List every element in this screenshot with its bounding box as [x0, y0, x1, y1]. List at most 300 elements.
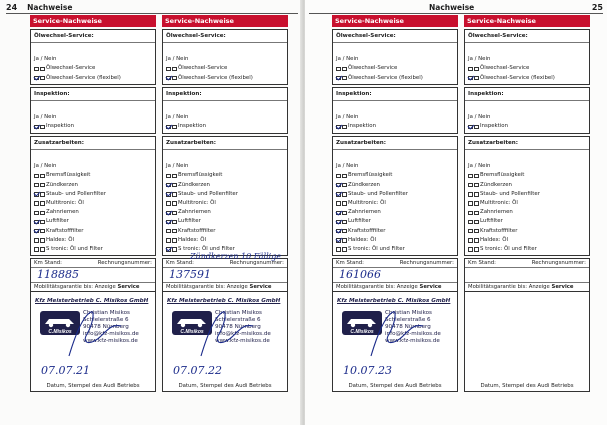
oil-flex-row: [166, 74, 284, 83]
additional-work-label: Staub- und Pollenfilter: [480, 190, 540, 197]
no-checkbox[interactable]: [40, 125, 45, 130]
no-checkbox[interactable]: [40, 211, 45, 216]
service-date: 10.07.23: [343, 364, 392, 377]
stamp-line: 90478 Nürnberg: [385, 324, 431, 330]
additional-work-label: S tronic: Öl und Filter: [46, 246, 103, 253]
yes-no-label: Ja / Nein: [166, 114, 189, 121]
service-header: Service-Nachweise: [30, 15, 156, 27]
header-rule: [309, 13, 603, 14]
yes-checkbox[interactable]: [336, 192, 341, 197]
yes-checkbox[interactable]: [468, 67, 473, 72]
additional-work-label: Kraftstofffilter: [348, 227, 386, 234]
additional-work-item: [166, 227, 284, 236]
additional-work-label: Zahnriemen: [348, 209, 381, 216]
additional-work-label: Kraftstofffilter: [178, 227, 216, 234]
stamp-line: info@kfz-misikos.de: [83, 331, 139, 337]
stamp-line: Christian Misikos: [215, 310, 262, 316]
handwritten-note: Zündkerzen 10 Fällige: [190, 252, 282, 261]
mileage-label: Km Stand:: [166, 260, 194, 266]
additional-work-label: Zahnriemen: [480, 209, 513, 216]
stamp-line: Christian Misikos: [83, 310, 130, 316]
no-checkbox[interactable]: [40, 192, 45, 197]
yes-no-label: Ja / Nein: [166, 163, 189, 170]
no-checkbox[interactable]: [474, 247, 479, 252]
oil-option-row: [336, 64, 454, 73]
yes-checkbox[interactable]: [468, 238, 473, 243]
no-checkbox[interactable]: [172, 76, 177, 81]
inspection-section: [332, 87, 458, 134]
yes-checkbox[interactable]: [468, 201, 473, 206]
additional-work-section: [332, 136, 458, 256]
oil-change-section: [464, 29, 590, 85]
no-checkbox[interactable]: [172, 247, 177, 252]
no-checkbox[interactable]: [40, 238, 45, 243]
yes-checkbox[interactable]: [34, 201, 39, 206]
oil-change-title: Ölwechsel-Service:: [333, 32, 457, 43]
yes-checkbox[interactable]: [336, 183, 341, 188]
no-checkbox[interactable]: [474, 76, 479, 81]
no-checkbox[interactable]: [474, 201, 479, 206]
additional-work-label: Zahnriemen: [178, 209, 211, 216]
additional-work-label: S tronic: Öl und Filter: [348, 246, 405, 253]
additional-work-list: [336, 171, 454, 254]
yes-checkbox[interactable]: [34, 247, 39, 252]
no-checkbox[interactable]: [474, 238, 479, 243]
stamp-line: Schielerstraße 6: [83, 317, 129, 323]
additional-work-item: [336, 181, 454, 190]
yes-checkbox[interactable]: [166, 76, 171, 81]
mileage-box: [30, 258, 156, 292]
no-checkbox[interactable]: [40, 183, 45, 188]
page-number: 24: [6, 2, 18, 12]
oil-option-label: Ölwechsel-Service: [348, 65, 398, 72]
additional-work-label: Luftfilter: [348, 218, 371, 225]
no-checkbox[interactable]: [474, 220, 479, 225]
no-checkbox[interactable]: [40, 220, 45, 225]
additional-work-title: Zusatzarbeiten:: [465, 139, 589, 150]
oil-option-row: [166, 64, 284, 73]
additional-work-label: Multitronic: Öl: [46, 200, 84, 207]
additional-work-item: [34, 190, 152, 199]
additional-work-item: [166, 199, 284, 208]
no-checkbox[interactable]: [172, 183, 177, 188]
no-checkbox[interactable]: [172, 192, 177, 197]
yes-checkbox[interactable]: [336, 125, 341, 130]
additional-work-label: Haldex: Öl: [480, 236, 508, 243]
additional-work-item: [468, 245, 586, 254]
additional-work-label: S tronic: Öl und Filter: [178, 246, 235, 253]
additional-work-item: [336, 227, 454, 236]
mileage-box: [332, 258, 458, 292]
yes-checkbox[interactable]: [336, 247, 341, 252]
yes-checkbox[interactable]: [166, 192, 171, 197]
service-header: Service-Nachweise: [332, 15, 458, 27]
page-title: Nachweise: [429, 2, 475, 12]
yes-checkbox[interactable]: [34, 67, 39, 72]
no-checkbox[interactable]: [474, 183, 479, 188]
no-checkbox[interactable]: [342, 174, 347, 179]
dealer-stamp: [167, 298, 285, 344]
additional-work-item: [468, 227, 586, 236]
service-record: [162, 15, 288, 392]
yes-checkbox[interactable]: [336, 67, 341, 72]
oil-option-label: Ölwechsel-Service: [480, 65, 530, 72]
no-checkbox[interactable]: [172, 211, 177, 216]
yes-checkbox[interactable]: [336, 220, 341, 225]
page-number: 25: [591, 2, 603, 12]
no-checkbox[interactable]: [474, 211, 479, 216]
yes-no-label: Ja / Nein: [34, 163, 57, 170]
stamp-area: [464, 292, 590, 392]
no-checkbox[interactable]: [40, 247, 45, 252]
yes-checkbox[interactable]: [468, 76, 473, 81]
no-checkbox[interactable]: [474, 174, 479, 179]
mileage-box: [162, 258, 288, 292]
dealer-stamp: [35, 298, 153, 344]
additional-work-item: [468, 208, 586, 217]
no-checkbox[interactable]: [342, 220, 347, 225]
no-checkbox[interactable]: [40, 201, 45, 206]
yes-checkbox[interactable]: [34, 211, 39, 216]
service-date: 07.07.22: [173, 364, 222, 377]
oil-flex-label: Ölwechsel-Service (flexibel): [178, 74, 253, 81]
yes-checkbox[interactable]: [468, 192, 473, 197]
additional-work-item: [336, 171, 454, 180]
date-stamp-label: Datum, Stempel des Audi Betriebs: [46, 383, 140, 389]
yes-no-label: Ja / Nein: [468, 114, 491, 121]
additional-work-item: [34, 199, 152, 208]
additional-work-label: Zündkerzen: [348, 181, 380, 188]
invoice-label: Rechnungsnummer:: [97, 260, 152, 266]
mileage-value: 137591: [169, 268, 211, 281]
yes-checkbox[interactable]: [166, 238, 171, 243]
inspection-label: Inspektion: [480, 123, 509, 130]
additional-work-section: [464, 136, 590, 256]
yes-no-label: Ja / Nein: [336, 163, 359, 170]
additional-work-label: S tronic: Öl und Filter: [480, 246, 537, 253]
additional-work-item: [166, 208, 284, 217]
oil-change-title: Ölwechsel-Service:: [163, 32, 287, 43]
yes-checkbox[interactable]: [336, 211, 341, 216]
yes-checkbox[interactable]: [166, 125, 171, 130]
inspection-row: [166, 122, 284, 131]
yes-checkbox[interactable]: [468, 183, 473, 188]
inspection-row: [34, 122, 152, 131]
inspection-title: Inspektion:: [333, 90, 457, 101]
stamp-area: [30, 292, 156, 392]
oil-option-row: [34, 64, 152, 73]
additional-work-label: Kraftstofffilter: [46, 227, 84, 234]
yes-no-label: Ja / Nein: [336, 56, 359, 63]
right-page-header: [309, 0, 603, 14]
inspection-label: Inspektion: [178, 123, 207, 130]
stamp-line: Christian Misikos: [385, 310, 432, 316]
oil-change-section: [332, 29, 458, 85]
yes-no-label: Ja / Nein: [336, 114, 359, 121]
mileage-label: Km Stand:: [468, 260, 496, 266]
additional-work-label: Zündkerzen: [46, 181, 78, 188]
stamp-company-name: Kfz Meisterbetrieb C. Misikos GmbH: [35, 298, 149, 304]
additional-work-label: Zündkerzen: [480, 181, 512, 188]
stamp-line: www.kfz-misikos.de: [83, 338, 138, 344]
service-date: 07.07.21: [41, 364, 90, 377]
mileage-label: Km Stand:: [336, 260, 364, 266]
stamp-area: [332, 292, 458, 392]
additional-work-label: Staub- und Pollenfilter: [46, 190, 106, 197]
oil-flex-label: Ölwechsel-Service (flexibel): [480, 74, 555, 81]
yes-checkbox[interactable]: [166, 201, 171, 206]
oil-option-label: Ölwechsel-Service: [178, 65, 228, 72]
oil-flex-row: [336, 74, 454, 83]
additional-work-label: Zündkerzen: [178, 181, 210, 188]
yes-checkbox[interactable]: [34, 174, 39, 179]
oil-flex-label: Ölwechsel-Service (flexibel): [348, 74, 423, 81]
yes-no-label: Ja / Nein: [468, 163, 491, 170]
no-checkbox[interactable]: [342, 192, 347, 197]
inspection-row: [336, 122, 454, 131]
additional-work-item: [34, 245, 152, 254]
date-stamp-label: Datum, Stempel des Audi Betriebs: [480, 383, 574, 389]
yes-checkbox[interactable]: [34, 125, 39, 130]
additional-work-item: [336, 199, 454, 208]
no-checkbox[interactable]: [342, 183, 347, 188]
additional-work-item: [166, 217, 284, 226]
no-checkbox[interactable]: [474, 229, 479, 234]
yes-no-label: Ja / Nein: [468, 56, 491, 63]
additional-work-item: [468, 181, 586, 190]
no-checkbox[interactable]: [342, 125, 347, 130]
no-checkbox[interactable]: [474, 125, 479, 130]
additional-work-label: Haldex: Öl: [348, 236, 376, 243]
mileage-value: 161066: [339, 268, 381, 281]
stamp-area: [162, 292, 288, 392]
yes-checkbox[interactable]: [166, 183, 171, 188]
yes-no-label: Ja / Nein: [34, 56, 57, 63]
additional-work-item: [468, 217, 586, 226]
additional-work-label: Bremsflüssigkeit: [46, 172, 91, 179]
inspection-title: Inspektion:: [465, 90, 589, 101]
yes-checkbox[interactable]: [468, 247, 473, 252]
no-checkbox[interactable]: [40, 76, 45, 81]
additional-work-label: Multitronic: Öl: [480, 200, 518, 207]
additional-work-item: [34, 217, 152, 226]
yes-checkbox[interactable]: [336, 238, 341, 243]
additional-work-list: [34, 171, 152, 254]
signature: [61, 306, 131, 361]
additional-work-label: Haldex: Öl: [178, 236, 206, 243]
stamp-line: 90478 Nürnberg: [215, 324, 261, 330]
no-checkbox[interactable]: [172, 238, 177, 243]
yes-checkbox[interactable]: [34, 229, 39, 234]
left-page-header: [6, 0, 296, 14]
yes-checkbox[interactable]: [166, 220, 171, 225]
service-header: Service-Nachweise: [162, 15, 288, 27]
inspection-title: Inspektion:: [31, 90, 155, 101]
no-checkbox[interactable]: [172, 201, 177, 206]
yes-checkbox[interactable]: [166, 174, 171, 179]
inspection-section: [30, 87, 156, 134]
yes-checkbox[interactable]: [468, 211, 473, 216]
oil-change-section: [162, 29, 288, 85]
no-checkbox[interactable]: [172, 220, 177, 225]
stamp-line: Schielerstraße 6: [215, 317, 261, 323]
inspection-row: [468, 122, 586, 131]
additional-work-item: [336, 217, 454, 226]
additional-work-item: [166, 190, 284, 199]
yes-checkbox[interactable]: [336, 201, 341, 206]
additional-work-label: Kraftstofffilter: [480, 227, 518, 234]
additional-work-label: Bremsflüssigkeit: [178, 172, 223, 179]
oil-change-title: Ölwechsel-Service:: [465, 32, 589, 43]
oil-option-label: Ölwechsel-Service: [46, 65, 96, 72]
mobility-guarantee: Mobilitätsgarantie bis: Anzeige Service: [465, 282, 589, 291]
date-stamp-label: Datum, Stempel des Audi Betriebs: [178, 383, 272, 389]
yes-checkbox[interactable]: [468, 229, 473, 234]
additional-work-item: [468, 190, 586, 199]
additional-work-item: [34, 208, 152, 217]
additional-work-label: Bremsflüssigkeit: [348, 172, 393, 179]
additional-work-label: Multitronic: Öl: [348, 200, 386, 207]
svg-text:C.Misikos: C.Misikos: [48, 329, 72, 335]
yes-checkbox[interactable]: [166, 229, 171, 234]
additional-work-title: Zusatzarbeiten:: [333, 139, 457, 150]
yes-checkbox[interactable]: [34, 220, 39, 225]
yes-checkbox[interactable]: [34, 76, 39, 81]
oil-option-row: [468, 64, 586, 73]
additional-work-label: Zahnriemen: [46, 209, 79, 216]
signature: [363, 306, 433, 361]
additional-work-item: [468, 236, 586, 245]
additional-work-section: [162, 136, 288, 256]
yes-checkbox[interactable]: [468, 220, 473, 225]
mileage-box: [464, 258, 590, 292]
yes-checkbox[interactable]: [166, 67, 171, 72]
dealer-stamp: [337, 298, 455, 344]
no-checkbox[interactable]: [342, 238, 347, 243]
signature: [193, 306, 263, 361]
invoice-label: Rechnungsnummer:: [229, 260, 284, 266]
yes-checkbox[interactable]: [468, 125, 473, 130]
mobility-guarantee: Mobilitätsgarantie bis: Anzeige Service: [31, 282, 155, 291]
no-checkbox[interactable]: [342, 201, 347, 206]
service-header: Service-Nachweise: [464, 15, 590, 27]
additional-work-title: Zusatzarbeiten:: [163, 139, 287, 150]
mileage-label: Km Stand:: [34, 260, 62, 266]
inspection-section: [162, 87, 288, 134]
additional-work-item: [166, 171, 284, 180]
additional-work-list: [468, 171, 586, 254]
yes-no-label: Ja / Nein: [166, 56, 189, 63]
no-checkbox[interactable]: [342, 76, 347, 81]
no-checkbox[interactable]: [342, 247, 347, 252]
header-rule: [6, 13, 298, 14]
no-checkbox[interactable]: [40, 67, 45, 72]
no-checkbox[interactable]: [342, 67, 347, 72]
yes-checkbox[interactable]: [34, 192, 39, 197]
additional-work-item: [336, 245, 454, 254]
invoice-label: Rechnungsnummer:: [531, 260, 586, 266]
additional-work-item: [336, 208, 454, 217]
additional-work-title: Zusatzarbeiten:: [31, 139, 155, 150]
yes-checkbox[interactable]: [336, 229, 341, 234]
service-record: [30, 15, 156, 392]
additional-work-label: Multitronic: Öl: [178, 200, 216, 207]
no-checkbox[interactable]: [474, 192, 479, 197]
inspection-label: Inspektion: [46, 123, 75, 130]
mobility-guarantee: Mobilitätsgarantie bis: Anzeige Service: [333, 282, 457, 291]
no-checkbox[interactable]: [474, 67, 479, 72]
no-checkbox[interactable]: [342, 211, 347, 216]
invoice-label: Rechnungsnummer:: [399, 260, 454, 266]
oil-flex-label: Ölwechsel-Service (flexibel): [46, 74, 121, 81]
stamp-line: info@kfz-misikos.de: [385, 331, 441, 337]
additional-work-label: Staub- und Pollenfilter: [348, 190, 408, 197]
yes-checkbox[interactable]: [34, 183, 39, 188]
inspection-title: Inspektion:: [163, 90, 287, 101]
yes-checkbox[interactable]: [166, 247, 171, 252]
no-checkbox[interactable]: [172, 174, 177, 179]
yes-checkbox[interactable]: [336, 76, 341, 81]
stamp-line: 90478 Nürnberg: [83, 324, 129, 330]
yes-no-label: Ja / Nein: [34, 114, 57, 121]
oil-change-title: Ölwechsel-Service:: [31, 32, 155, 43]
stamp-line: www.kfz-misikos.de: [385, 338, 440, 344]
additional-work-item: [336, 236, 454, 245]
stamp-company-name: Kfz Meisterbetrieb C. Misikos GmbH: [337, 298, 451, 304]
stamp-line: info@kfz-misikos.de: [215, 331, 271, 337]
mobility-guarantee: Mobilitätsgarantie bis: Anzeige Service: [163, 282, 287, 291]
additional-work-item: [336, 190, 454, 199]
yes-checkbox[interactable]: [336, 174, 341, 179]
no-checkbox[interactable]: [172, 67, 177, 72]
additional-work-item: [166, 236, 284, 245]
additional-work-item: [34, 171, 152, 180]
mileage-value: 118885: [37, 268, 79, 281]
additional-work-list: [166, 171, 284, 254]
svg-text:C.Misikos: C.Misikos: [350, 329, 374, 335]
additional-work-label: Haldex: Öl: [46, 236, 74, 243]
additional-work-label: Bremsflüssigkeit: [480, 172, 525, 179]
additional-work-label: Staub- und Pollenfilter: [178, 190, 238, 197]
additional-work-item: [468, 199, 586, 208]
inspection-section: [464, 87, 590, 134]
yes-checkbox[interactable]: [34, 238, 39, 243]
date-stamp-label: Datum, Stempel des Audi Betriebs: [348, 383, 442, 389]
additional-work-label: Luftfilter: [46, 218, 69, 225]
yes-checkbox[interactable]: [166, 211, 171, 216]
inspection-label: Inspektion: [348, 123, 377, 130]
additional-work-section: [30, 136, 156, 256]
oil-flex-row: [468, 74, 586, 83]
no-checkbox[interactable]: [172, 229, 177, 234]
no-checkbox[interactable]: [40, 229, 45, 234]
additional-work-item: [34, 181, 152, 190]
additional-work-item: [468, 171, 586, 180]
additional-work-label: Luftfilter: [480, 218, 503, 225]
oil-flex-row: [34, 74, 152, 83]
svg-text:C.Misikos: C.Misikos: [180, 329, 204, 335]
stamp-line: www.kfz-misikos.de: [215, 338, 270, 344]
no-checkbox[interactable]: [40, 174, 45, 179]
service-record: [464, 15, 590, 392]
yes-checkbox[interactable]: [468, 174, 473, 179]
additional-work-item: [166, 181, 284, 190]
additional-work-item: [34, 227, 152, 236]
oil-change-section: [30, 29, 156, 85]
stamp-company-name: Kfz Meisterbetrieb C. Misikos GmbH: [167, 298, 281, 304]
no-checkbox[interactable]: [342, 229, 347, 234]
no-checkbox[interactable]: [172, 125, 177, 130]
